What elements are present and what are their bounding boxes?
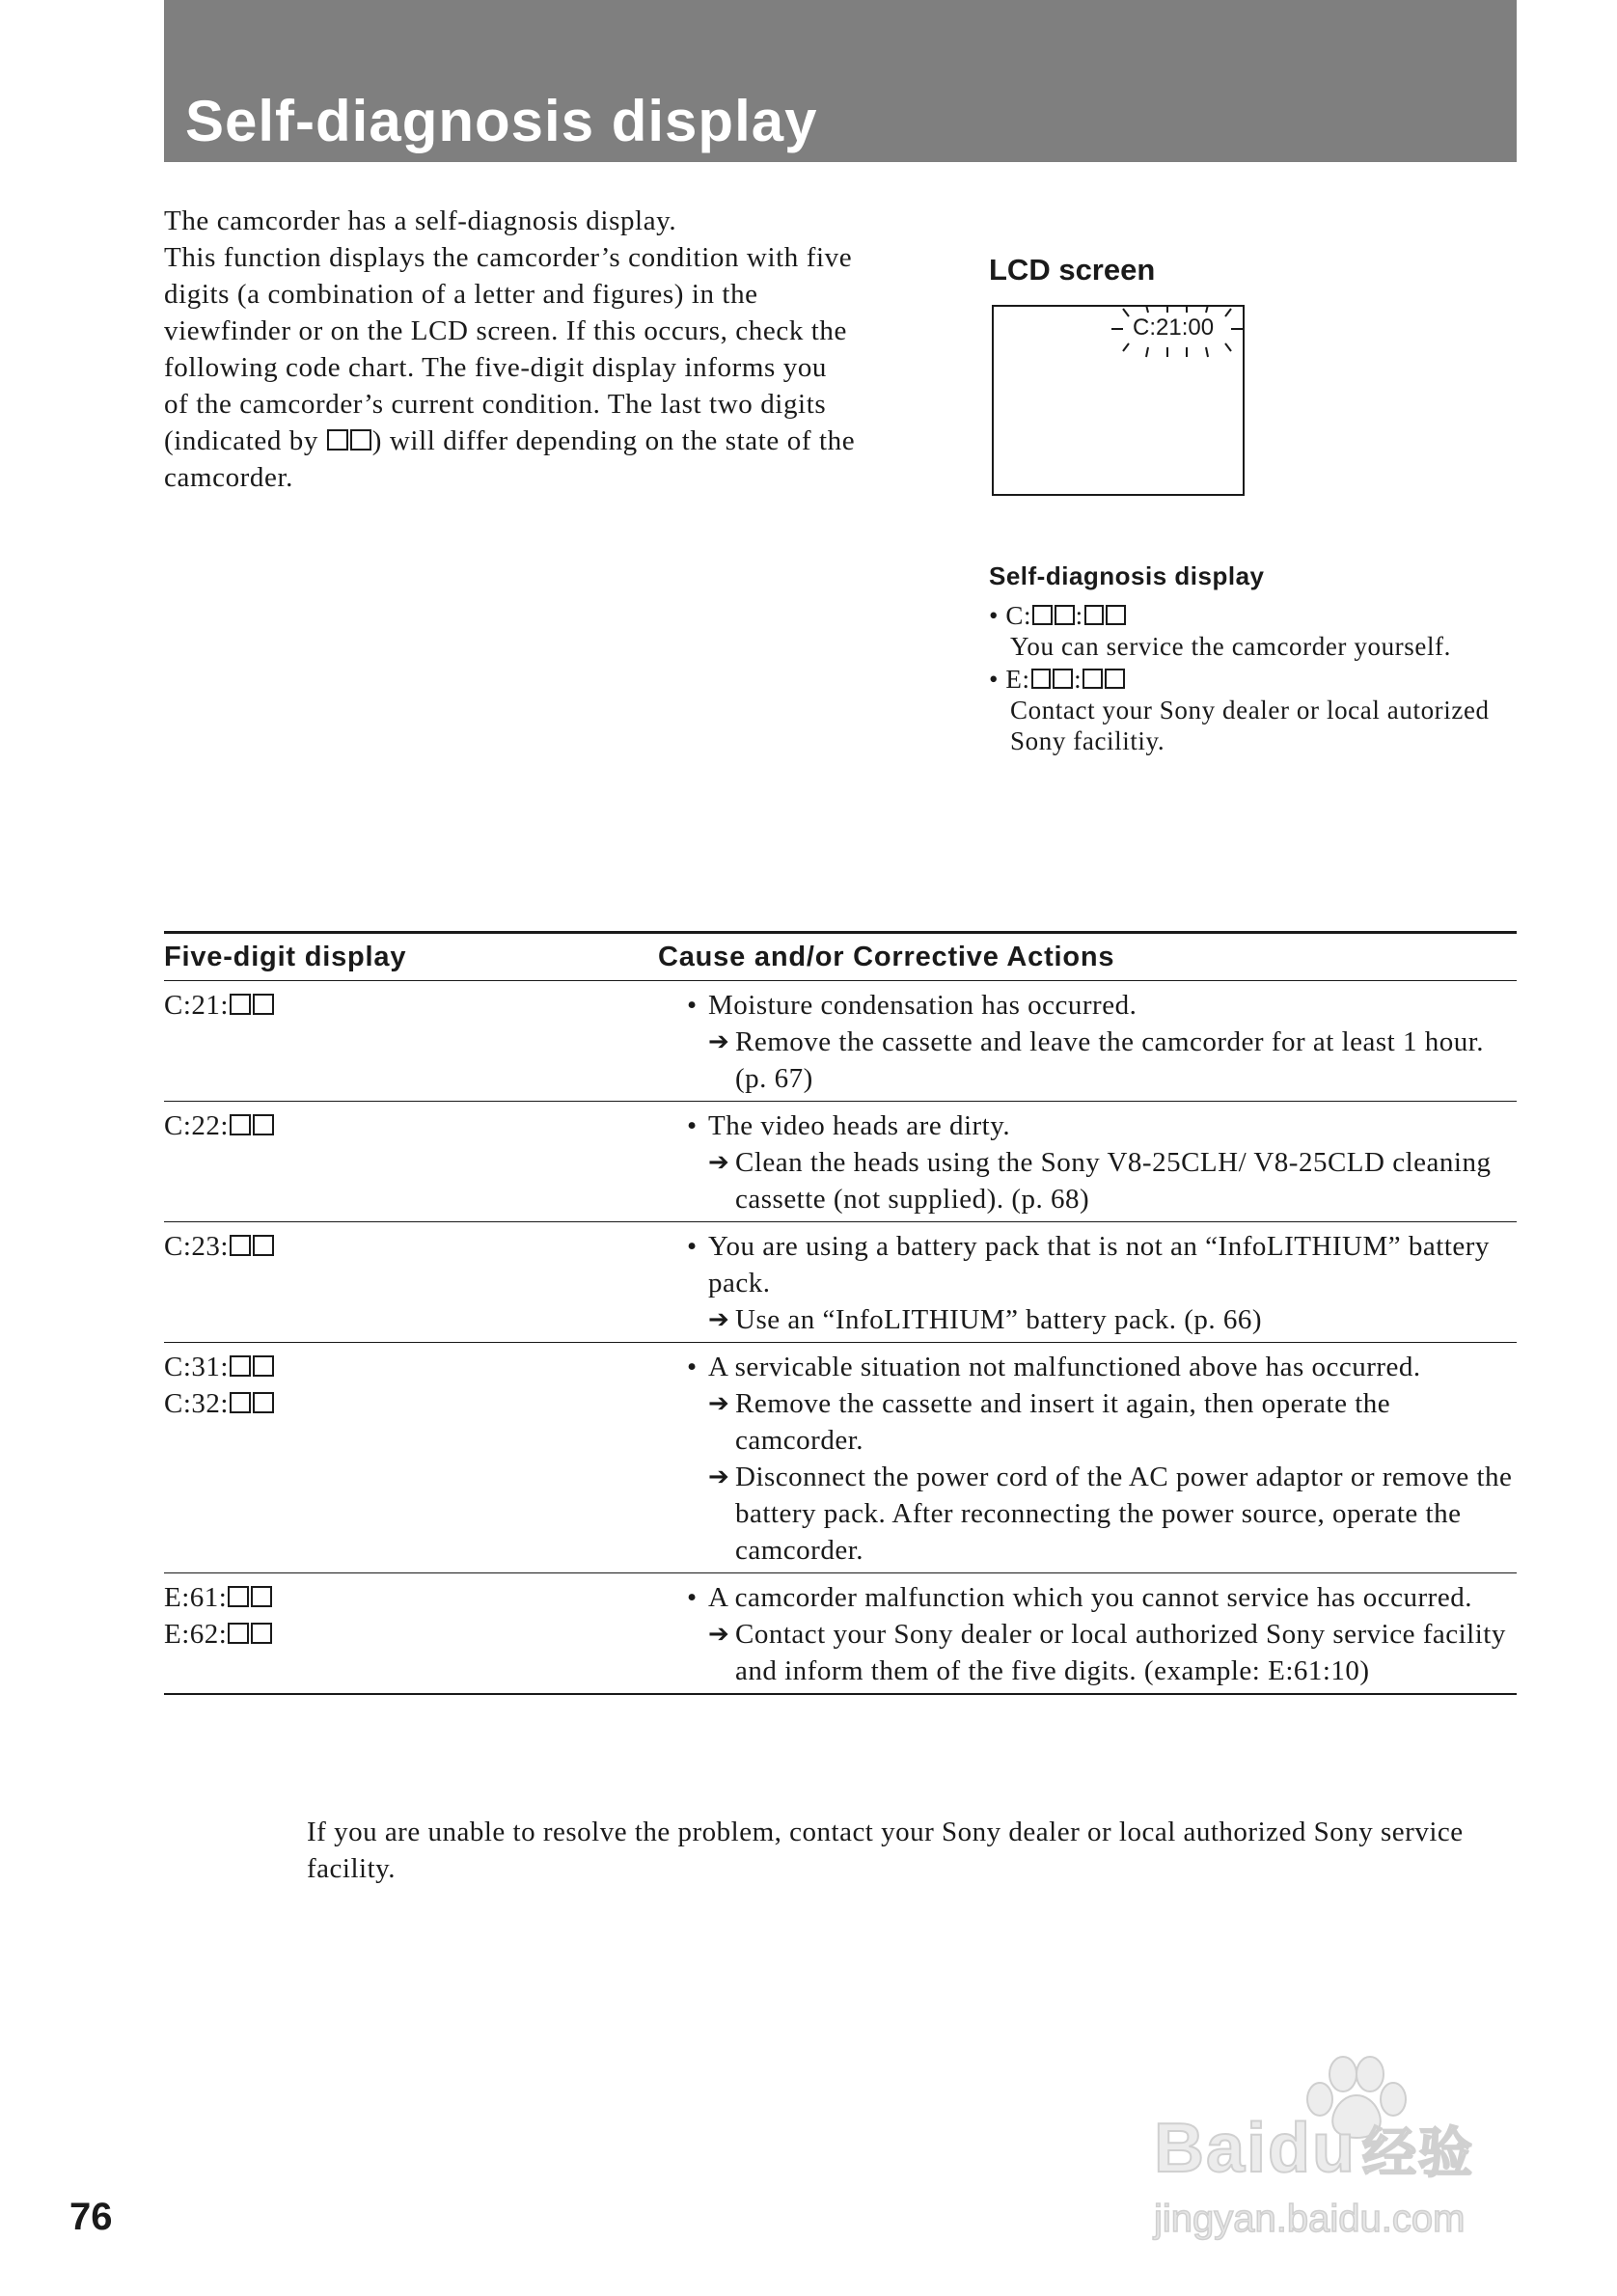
intro-text [164, 203, 859, 496]
header-five-digit-display: Five-digit display [164, 941, 407, 972]
baidu-jingyan-watermark [1154, 2055, 1540, 2248]
intro-paragraph-2 [164, 239, 859, 496]
digit-box-icon [253, 1114, 274, 1135]
cause-text: Moisture condensation has occurred. [708, 990, 1137, 1021]
digit-box-icon [230, 1114, 251, 1135]
digit-box-icon [1083, 669, 1103, 689]
arrow-right-icon: ➔ [708, 1389, 730, 1418]
bullet-icon: • [687, 990, 698, 1021]
lcd-screen-illustration [992, 305, 1245, 496]
five-digit-code [164, 1107, 658, 1144]
code-prefix: E:62: [164, 1619, 228, 1650]
digit-box-icon [228, 1623, 249, 1644]
table-row [164, 1342, 1517, 1572]
five-digit-code-cell [164, 1579, 658, 1689]
page-number: 76 [69, 2196, 113, 2238]
digit-box-icon [230, 994, 251, 1015]
digit-box-icon [251, 1623, 272, 1644]
cause-actions-cell [658, 1228, 1517, 1338]
digit-box-icon [230, 1235, 251, 1256]
arrow-right-icon: ➔ [708, 1027, 730, 1056]
five-digit-code [164, 1385, 658, 1422]
five-digit-code-cell [164, 1228, 658, 1338]
cause-item [658, 1107, 1517, 1144]
digit-box-icon [253, 1235, 274, 1256]
legend-e-code: • E: : [989, 664, 1491, 695]
cause-actions-cell [658, 1579, 1517, 1689]
digit-box-icon [327, 429, 348, 451]
arrow-right-icon: ➔ [708, 1620, 730, 1649]
intro-p2-end: ) will differ depending on the state of the camcorder. [164, 425, 856, 493]
action-text: Clean the heads using the Sony V8-25CLH/ V8-25CLD cleaning cassette (not supplied). (p. 68) [735, 1147, 1492, 1215]
page-title: Self-diagnosis display [185, 89, 818, 153]
code-prefix: E:61: [164, 1582, 228, 1613]
five-digit-code [164, 1228, 658, 1265]
corrective-action [658, 1385, 1517, 1459]
code-prefix: C:21: [164, 990, 229, 1021]
digit-box-icon [253, 1392, 274, 1413]
corrective-action [658, 1459, 1517, 1569]
arrow-right-icon: ➔ [708, 1148, 730, 1177]
code-prefix: C:22: [164, 1110, 229, 1141]
digit-box-icon [1032, 605, 1053, 625]
watermark-brand-du: du [1268, 2110, 1357, 2187]
corrective-action [658, 1024, 1517, 1097]
table-header [164, 934, 1517, 981]
legend-e-prefix: E: [1005, 665, 1030, 694]
table-row [164, 1221, 1517, 1342]
watermark-brand-bai: Bai [1154, 2110, 1269, 2187]
digit-box-icon [228, 1586, 249, 1607]
cause-text: You are using a battery pack that is not an “InfoLITHIUM” battery pack. [708, 1231, 1490, 1298]
five-digit-code [164, 1349, 658, 1385]
action-text: Disconnect the power cord of the AC power adaptor or remove the battery pack. After reconnecting the power source, operate the camcorder. [735, 1462, 1513, 1566]
digit-box-icon [1055, 605, 1075, 625]
cause-item [658, 1579, 1517, 1616]
lcd-screen-label: LCD screen [989, 253, 1156, 287]
action-text: Remove the cassette and leave the camcorder for at least 1 hour. (p. 67) [735, 1026, 1485, 1094]
five-digit-code-cell [164, 987, 658, 1097]
cause-item [658, 1349, 1517, 1385]
five-digit-code-cell [164, 1349, 658, 1569]
digit-box-icon [251, 1586, 272, 1607]
intro-paragraph-1: The camcorder has a self-diagnosis display. [164, 205, 677, 236]
digit-box-icon [253, 994, 274, 1015]
cause-actions-cell [658, 1107, 1517, 1217]
code-prefix: C:32: [164, 1388, 229, 1419]
five-digit-code [164, 1616, 658, 1653]
digit-box-icon [1031, 669, 1052, 689]
cause-text: The video heads are dirty. [708, 1110, 1011, 1141]
arrow-right-icon: ➔ [708, 1305, 730, 1334]
legend-c-prefix: C: [1005, 601, 1032, 630]
digit-box-icon [1105, 669, 1125, 689]
cause-item [658, 987, 1517, 1024]
legend [989, 598, 1491, 756]
digit-box-icon [350, 429, 371, 451]
digit-box-icon [1084, 605, 1105, 625]
watermark-url: jingyan.baidu.com [1154, 2198, 1466, 2240]
watermark-brand [1154, 2109, 1474, 2188]
legend-title: Self-diagnosis display [989, 561, 1265, 590]
title-bar [164, 0, 1517, 162]
lcd-code: C:21:00 [1133, 314, 1215, 341]
cause-text: A servicable situation not malfunctioned above has occurred. [708, 1352, 1421, 1382]
arrow-right-icon: ➔ [708, 1462, 730, 1491]
watermark-brand-cn: 经验 [1362, 2122, 1475, 2183]
table-row [164, 981, 1517, 1101]
intro-p2-start: This function displays the camcorder’s condition with five digits (a combination of a letter and figures) in the viewfinder or on the LCD screen. If this occurs, check the following code chart. The five-digit display informs you of the camcorder’s current condition. The last two digits (indicated by [164, 242, 853, 456]
digit-box-icon [1106, 605, 1126, 625]
digit-box-icon [1053, 669, 1073, 689]
bullet-icon: • [687, 1582, 698, 1613]
legend-c-code: • C: : [989, 600, 1491, 631]
legend-c-description: You can service the camcorder yourself. [1010, 632, 1451, 661]
code-prefix: C:31: [164, 1352, 229, 1382]
corrective-action [658, 1144, 1517, 1217]
action-text: Contact your Sony dealer or local authorized Sony service facility and inform them of the five digits. (example: E:61:10) [735, 1619, 1506, 1686]
digit-box-icon [230, 1392, 251, 1413]
cause-actions-cell [658, 1349, 1517, 1569]
table-row [164, 1572, 1517, 1693]
table-row [164, 1101, 1517, 1221]
action-text: Remove the cassette and insert it again, then operate the camcorder. [735, 1388, 1391, 1456]
footer-note: If you are unable to resolve the problem, contact your Sony dealer or local authorized Sony service facility. [307, 1817, 1464, 1884]
action-text: Use an “InfoLITHIUM” battery pack. (p. 66) [735, 1304, 1263, 1335]
five-digit-code [164, 987, 658, 1024]
code-prefix: C:23: [164, 1231, 229, 1262]
five-digit-code-cell [164, 1107, 658, 1217]
bullet-icon: • [687, 1231, 698, 1262]
corrective-action [658, 1616, 1517, 1689]
cause-item [658, 1228, 1517, 1301]
digit-box-icon [230, 1355, 251, 1377]
bullet-icon: • [687, 1110, 698, 1141]
cause-actions-cell [658, 987, 1517, 1097]
five-digit-code [164, 1579, 658, 1616]
corrective-action [658, 1301, 1517, 1338]
bullet-icon: • [687, 1352, 698, 1382]
cause-text: A camcorder malfunction which you cannot service has occurred. [708, 1582, 1472, 1613]
legend-e-description: Contact your Sony dealer or local autorized Sony facilitiy. [1010, 696, 1490, 755]
digit-box-icon [253, 1355, 274, 1377]
header-cause-actions: Cause and/or Corrective Actions [658, 941, 1115, 972]
table-body [164, 981, 1517, 1693]
code-chart-table [164, 931, 1517, 1695]
